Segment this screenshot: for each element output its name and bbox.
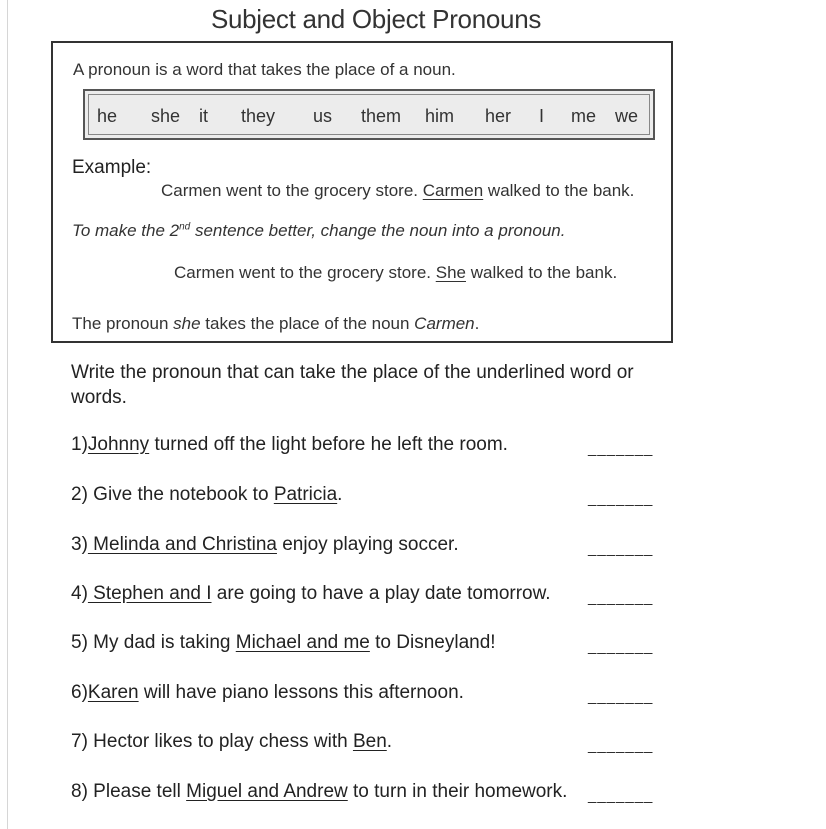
- instruction-text: To make the 2: [72, 221, 180, 240]
- question-3: [71, 534, 459, 556]
- question-4: [71, 583, 551, 605]
- question-text: enjoy playing soccer.: [276, 534, 459, 555]
- question-underlined: Johnny: [87, 434, 150, 455]
- word-bank-item: them: [361, 106, 402, 126]
- word-bank-item: him: [425, 106, 455, 126]
- example-instruction: [72, 221, 565, 241]
- directions: Write the pronoun that can take the place of the underlined word or words.: [71, 362, 634, 408]
- word-bank-item: she: [151, 106, 181, 126]
- question-number: 7): [71, 731, 88, 752]
- question-text: will have piano lessons this afternoon.: [138, 682, 464, 703]
- question-text: Hector likes to play chess with: [87, 731, 353, 752]
- answer-blank-2[interactable]: _______: [588, 490, 654, 507]
- note-pronoun: she: [173, 314, 201, 333]
- question-text: turned off the light before he left the room.: [149, 434, 508, 455]
- word-bank-item: he: [97, 106, 118, 126]
- example-label: Example:: [72, 157, 152, 178]
- ordinal-suffix: nd: [179, 221, 191, 233]
- word-bank-item: her: [485, 106, 512, 126]
- question-text: to Disneyland!: [369, 632, 496, 653]
- question-underlined: Miguel and Andrew: [186, 781, 348, 802]
- question-5: [71, 632, 496, 654]
- example-sentence-1: [161, 181, 634, 201]
- question-underlined: Michael and me: [235, 632, 370, 653]
- question-number: 2): [71, 484, 88, 505]
- example-underlined-pronoun: She: [435, 263, 466, 282]
- word-bank-item: we: [615, 106, 639, 126]
- example-underlined-noun: Carmen: [422, 181, 484, 200]
- question-number: 1): [71, 434, 88, 455]
- example-text: Carmen went to the grocery store.: [174, 263, 436, 282]
- page-title: Subject and Object Pronouns: [210, 4, 542, 34]
- answer-blank-3[interactable]: _______: [588, 540, 654, 557]
- note-noun: Carmen: [414, 314, 475, 333]
- example-text: walked to the bank.: [465, 263, 618, 282]
- question-underlined: Melinda and Christina: [87, 534, 277, 555]
- question-number: 6): [71, 682, 88, 703]
- word-bank-item: me: [571, 106, 597, 126]
- question-underlined: Karen: [87, 682, 139, 703]
- example-text: walked to the bank.: [483, 181, 635, 200]
- question-number: 4): [71, 583, 88, 604]
- answer-blank-4[interactable]: _______: [588, 589, 654, 606]
- answer-blank-8[interactable]: _______: [588, 787, 654, 804]
- question-text: My dad is taking: [87, 632, 236, 653]
- word-bank-item: I: [539, 106, 545, 126]
- word-bank-item: they: [241, 106, 276, 126]
- question-1: [71, 434, 508, 456]
- question-underlined: Patricia: [273, 484, 338, 505]
- note-text: The pronoun: [72, 314, 174, 333]
- question-text: to turn in their homework.: [347, 781, 568, 802]
- note-text: .: [474, 314, 480, 333]
- answer-blank-5[interactable]: _______: [588, 638, 654, 655]
- question-8: [71, 781, 567, 803]
- question-text: Give the notebook to: [87, 484, 274, 505]
- example-sentence-2: [174, 263, 617, 283]
- example-text: Carmen went to the grocery store.: [161, 181, 423, 200]
- question-text: .: [386, 731, 393, 752]
- question-underlined: Stephen and I: [87, 583, 212, 604]
- question-text: Please tell: [87, 781, 187, 802]
- question-text: .: [337, 484, 343, 505]
- word-bank-item: us: [313, 106, 333, 126]
- question-7: [71, 731, 392, 753]
- question-number: 3): [71, 534, 88, 555]
- question-number: 8): [71, 781, 88, 802]
- answer-blank-6[interactable]: _______: [588, 688, 654, 705]
- definition-box: [51, 41, 673, 343]
- pronoun-word-bank: [83, 89, 655, 140]
- question-underlined: Ben: [352, 731, 387, 752]
- note-text: takes the place of the noun: [200, 314, 415, 333]
- answer-blank-7[interactable]: _______: [588, 737, 654, 754]
- question-6: [71, 682, 464, 704]
- question-number: 5): [71, 632, 88, 653]
- example-note: [72, 314, 479, 334]
- question-text: are going to have a play date tomorrow.: [211, 583, 551, 604]
- instruction-text: sentence better, change the noun into a pronoun.: [190, 221, 566, 240]
- definition-text: A pronoun is a word that takes the place of a noun.: [73, 60, 456, 79]
- word-bank-item: it: [199, 106, 208, 126]
- answer-blank-1[interactable]: _______: [588, 440, 654, 457]
- page-edge-line: [7, 0, 8, 829]
- question-2: [71, 484, 342, 506]
